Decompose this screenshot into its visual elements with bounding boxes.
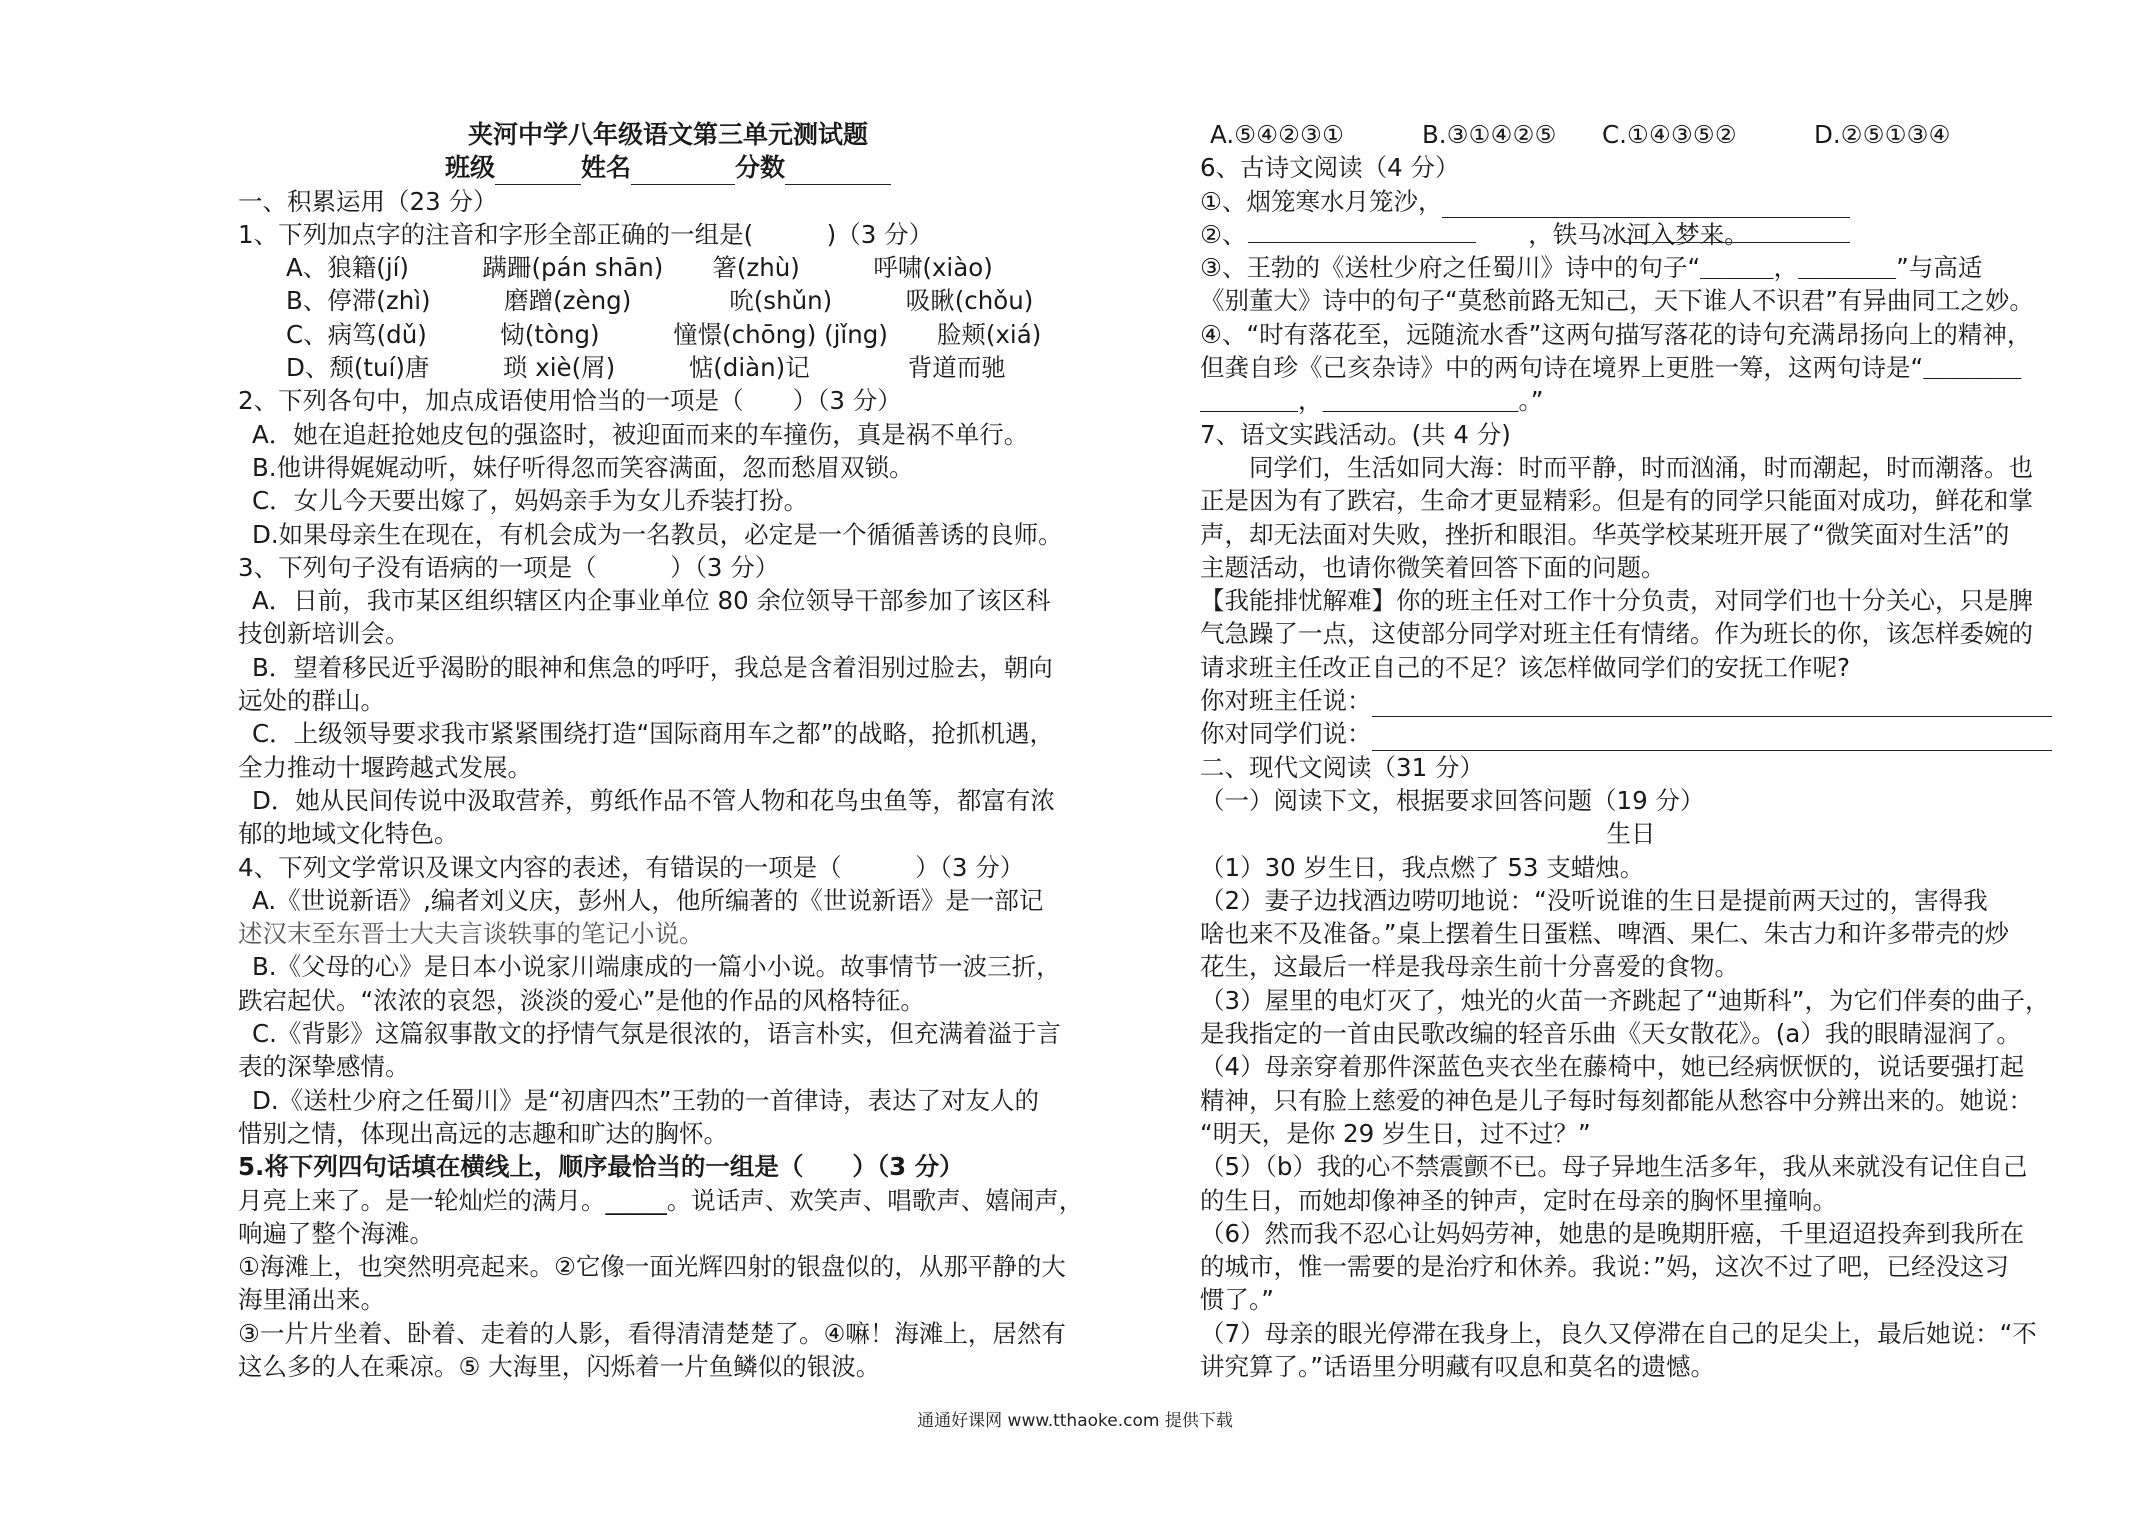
question-5-sentences-1: ①海滩上，也突然明亮起来。②它像一面光辉四射的银盘似的，从那平静的大 — [238, 1252, 1066, 1282]
question-4-option-d: D.《送杜少府之任蜀川》是“初唐四杰”王勃的一首律诗，表达了对友人的 — [252, 1085, 1040, 1115]
name-input[interactable] — [631, 158, 735, 185]
question-3-option-a-cont: 技创新培训会。 — [238, 619, 410, 649]
question-6: 6、古诗文阅读（4 分） — [1200, 153, 1460, 183]
right-column — [1200, 118, 2062, 1383]
question-5-sentences-2: 海里涌出来。 — [238, 1285, 385, 1315]
article-para-5: （5）（b）我的心不禁震颤不已。母子异地生活多年，我从来就没有记住自己 — [1200, 1152, 2028, 1182]
name-label: 姓名 — [580, 153, 631, 183]
activity-text-2: 正是因为有了跌宕，生命才更显精彩。但是有的同学只能面对成功，鲜花和掌 — [1200, 486, 2033, 516]
question-4: 4、下列文学常识及课文内容的表述，有错误的一项是（ ）（3 分） — [238, 852, 1025, 882]
article-para-6: （6）然而我不忍心让妈妈劳神，她患的是晚期肝癌，千里迢迢投奔到我所在 — [1200, 1218, 2025, 1248]
article-para-7: （7）母亲的眼光停滞在我身上，良久又停滞在自己的足尖上，最后她说：“不 — [1200, 1318, 2037, 1348]
poem-line-1: ①、烟笼寒水月笼沙， — [1200, 185, 2062, 218]
question-4-option-a-cont: 述汉末至东晋士大夫言谈轶事的笔记小说。 — [238, 919, 704, 949]
option-b: B.③①④②⑤ — [1422, 120, 1557, 149]
question-5-passage: 月亮上来了。是一轮灿烂的满月。_____。说话声、欢笑声、唱歌声、嬉闹声， — [238, 1185, 1084, 1215]
article-para-6-cont2: 惯了。” — [1200, 1285, 1274, 1315]
answer-teacher-label: 你对班主任说： — [1200, 686, 1372, 716]
question-2-option-b: B.他讲得娓娓动听，妹仔听得忽而笑容满面，忽而愁眉双锁。 — [252, 452, 914, 482]
option-c: C.①④③⑤② — [1602, 120, 1737, 149]
student-info-line — [238, 151, 1098, 184]
question-2-option-a: A．她在追赶抢她皮包的强盗时，被迎面而来的车撞伤，真是祸不单行。 — [252, 419, 1029, 449]
poem-blank-1[interactable] — [1442, 193, 1850, 218]
question-7: 7、语文实践活动。(共 4 分) — [1200, 419, 1511, 449]
article-para-2-cont: 啥也来不及准备。”桌上摆着生日蛋糕、啤酒、果仁、朱古力和许多带壳的炒 — [1200, 919, 2009, 949]
question-2-option-c: C．女儿今天要出嫁了，妈妈亲手为女儿乔装打扮。 — [252, 486, 809, 516]
question-5: 5.将下列四句话填在横线上，顺序最恰当的一组是（ ）（3 分） — [238, 1152, 964, 1182]
question-1-option-d: D、颓(tuí)唐 琐 xiè(屑) 惦(diàn)记 背道而驰 — [286, 353, 1006, 383]
question-5-sentences-3: ③一片片坐着、卧着、走着的人影，看得清清楚楚了。④嘛！海滩上，居然有 — [238, 1318, 1066, 1348]
class-label: 班级 — [444, 153, 495, 183]
task-text-1: 【我能排忧解难】你的班主任对工作十分负责，对同学们也十分关心，只是脾 — [1200, 586, 2033, 616]
question-3-option-b-cont: 远处的群山。 — [238, 686, 385, 716]
question-2-option-d: D.如果母亲生在现在，有机会成为一名教员，必定是一个循循善诱的良师。 — [252, 519, 1063, 549]
answer-classmates-line — [1200, 717, 2062, 750]
article-para-2-cont2: 花生，这最后一样是我母亲生前十分喜爱的食物。 — [1200, 952, 1739, 982]
task-text-3: 请求班主任改正自己的不足？该怎样做同学们的安抚工作呢? — [1200, 652, 1851, 682]
question-1-option-b: B、停滞(zhì) 磨蹭(zèng) 吮(shǔn) 吸瞅(chǒu) — [286, 286, 1034, 316]
answer-teacher-line — [1200, 684, 2062, 717]
score-input[interactable] — [785, 158, 891, 185]
article-para-4: （4）母亲穿着那件深蓝色夹衣坐在藤椅中，她已经病恹恹的，说话要强打起 — [1200, 1052, 2025, 1082]
question-5-sentences-4: 这么多的人在乘凉。⑤ 大海里，闪烁着一片鱼鳞似的银波。 — [238, 1351, 881, 1381]
section-2-heading: 二、现代文阅读（31 分） — [1200, 752, 1484, 782]
page-title: 夹河中学八年级语文第三单元测试题 — [467, 120, 868, 149]
page-footer: 通通好课网 www.tthaoke.com 提供下载 — [917, 1411, 1233, 1431]
answer-classmates-input[interactable] — [1372, 726, 2052, 751]
section-heading: 一、积累运用（23 分） — [238, 186, 498, 216]
article-para-1: （1）30 岁生日，我点燃了 53 支蜡烛。 — [1200, 852, 1645, 882]
poem-blank-2[interactable] — [1248, 218, 1476, 243]
poem-line-2: ②、 ，铁马冰河入梦来。 — [1200, 218, 2062, 251]
poem-line-3: ③、王勃的《送杜少府之任蜀川》诗中的句子“＿＿＿，＿＿＿＿”与高适 — [1200, 253, 1983, 283]
question-4-option-b: B.《父母的心》是日本小说家川端康成的一篇小小说。故事情节一波三折， — [252, 952, 1061, 982]
question-1: 1、下列加点字的注音和字形全部正确的一组是( )（3 分） — [238, 219, 934, 249]
activity-text-3: 声，却无法面对失败，挫折和眼泪。华英学校某班开展了“微笑面对生活”的 — [1200, 519, 2010, 549]
option-a: A.⑤④②③① — [1210, 120, 1344, 149]
article-para-7-cont: 讲究算了。”话语里分明藏有叹息和莫名的遗憾。 — [1200, 1351, 1715, 1381]
question-4-option-a: A.《世说新语》,编者刘义庆，彭州人，他所编著的《世说新语》是一部记 — [252, 885, 1044, 915]
poem-line-4-cont: 但龚自珍《己亥杂诗》中的两句诗在境界上更胜一筹，这两句诗是“＿＿＿＿ — [1200, 353, 2022, 383]
poem-line-4: ④、“时有落花至，远随流水香”这两句描写落花的诗句充满昂扬向上的精神， — [1200, 319, 2032, 349]
question-4-option-c-cont: 表的深挚感情。 — [238, 1052, 410, 1082]
question-1-option-a: A、狼籍(jí) 蹒跚(pán shān) 箸(zhù) 呼啸(xiào) — [286, 253, 993, 283]
poem-line-4-blank: ＿＿＿＿，＿＿＿＿＿＿＿＿。” — [1200, 386, 1544, 416]
article-para-2: （2）妻子边找酒边唠叨地说：“没听说谁的生日是提前两天过的，害得我 — [1200, 885, 1988, 915]
question-3-option-b: B．望着移民近乎渴盼的眼神和焦急的呼吁，我总是含着泪别过脸去，朝向 — [252, 652, 1053, 682]
answer-teacher-input[interactable] — [1372, 692, 2052, 717]
question-2: 2、下列各句中，加点成语使用恰当的一项是（ ）（3 分） — [238, 386, 902, 416]
question-3-option-a: A．日前，我市某区组织辖区内企事业单位 80 余位领导干部参加了该区科 — [252, 586, 1051, 616]
left-column — [238, 118, 1098, 1383]
poem-blank-2b — [1624, 218, 1850, 243]
article-para-4-cont2: “明天，是你 29 岁生日，过不过？” — [1200, 1118, 1591, 1148]
question-5-passage-cont: 响遍了整个海滩。 — [238, 1218, 434, 1248]
activity-text-1: 同学们，生活如同大海：时而平静，时而汹涌，时而潮起，时而潮落。也 — [1200, 452, 2033, 482]
question-1-option-c: C、病笃(dǔ) 恸(tòng) 憧憬(chōng) (jǐng) 脸颊(xiá) — [286, 319, 1042, 349]
question-3-option-d-cont: 郁的地域文化特色。 — [238, 819, 459, 849]
question-4-option-b-cont: 跌宕起伏。“浓浓的哀怨，淡淡的爱心”是他的作品的风格特征。 — [238, 985, 925, 1015]
article-para-3-cont: 是我指定的一首由民歌改编的轻音乐曲《天女散花》。(a）我的眼睛湿润了。 — [1200, 1019, 2021, 1049]
article-para-3: （3）屋里的电灯灭了，烛光的火苗一齐跳起了“迪斯科”，为它们伴奏的曲子， — [1200, 985, 2050, 1015]
reading-heading: （一）阅读下文，根据要求回答问题（19 分） — [1200, 785, 1705, 815]
article-para-4-cont: 精神，只有脸上慈爱的神色是儿子每时每刻都能从愁容中分辨出来的。她说： — [1200, 1085, 2033, 1115]
article-para-5-cont: 的生日，而她却像神圣的钟声，定时在母亲的胸怀里撞响。 — [1200, 1185, 1837, 1215]
question-3-option-d: D．她从民间传说中汲取营养，剪纸作品不管人物和花鸟虫鱼等，都富有浓 — [252, 785, 1055, 815]
answer-classmates-label: 你对同学们说： — [1200, 719, 1372, 749]
option-d: D.②⑤①③④ — [1814, 120, 1951, 149]
poem-line-3-cont: 《别董大》诗中的句子“莫愁前路无知己，天下谁人不识君”有异曲同工之妙。 — [1200, 286, 2034, 316]
article-para-6-cont: 的城市，惟一需要的是治疗和休养。我说：”妈，这次不过了吧，已经没这习 — [1200, 1252, 2009, 1282]
question-3-option-c: C．上级领导要求我市紧紧围绕打造“国际商用车之都”的战略，抢抓机遇， — [252, 719, 1054, 749]
question-3: 3、下列句子没有语病的一项是（ ）（3 分） — [238, 552, 780, 582]
question-4-option-d-cont: 惜别之情，体现出高远的志趣和旷达的胸怀。 — [238, 1118, 728, 1148]
score-label: 分数 — [735, 153, 786, 183]
activity-text-4: 主题活动，也请你微笑着回答下面的问题。 — [1200, 552, 1666, 582]
class-input[interactable] — [495, 158, 581, 185]
article-title: 生日 — [1606, 819, 1656, 849]
question-4-option-c: C.《背影》这篇叙事散文的抒情气氛是很浓的，语言朴实，但充满着溢于言 — [252, 1019, 1061, 1049]
question-3-option-c-cont: 全力推动十堰跨越式发展。 — [238, 752, 532, 782]
question-5-options — [1200, 118, 2062, 151]
task-text-2: 气急躁了一点，这使部分同学对班主任有情绪。作为班长的你，该怎样委婉的 — [1200, 619, 2033, 649]
